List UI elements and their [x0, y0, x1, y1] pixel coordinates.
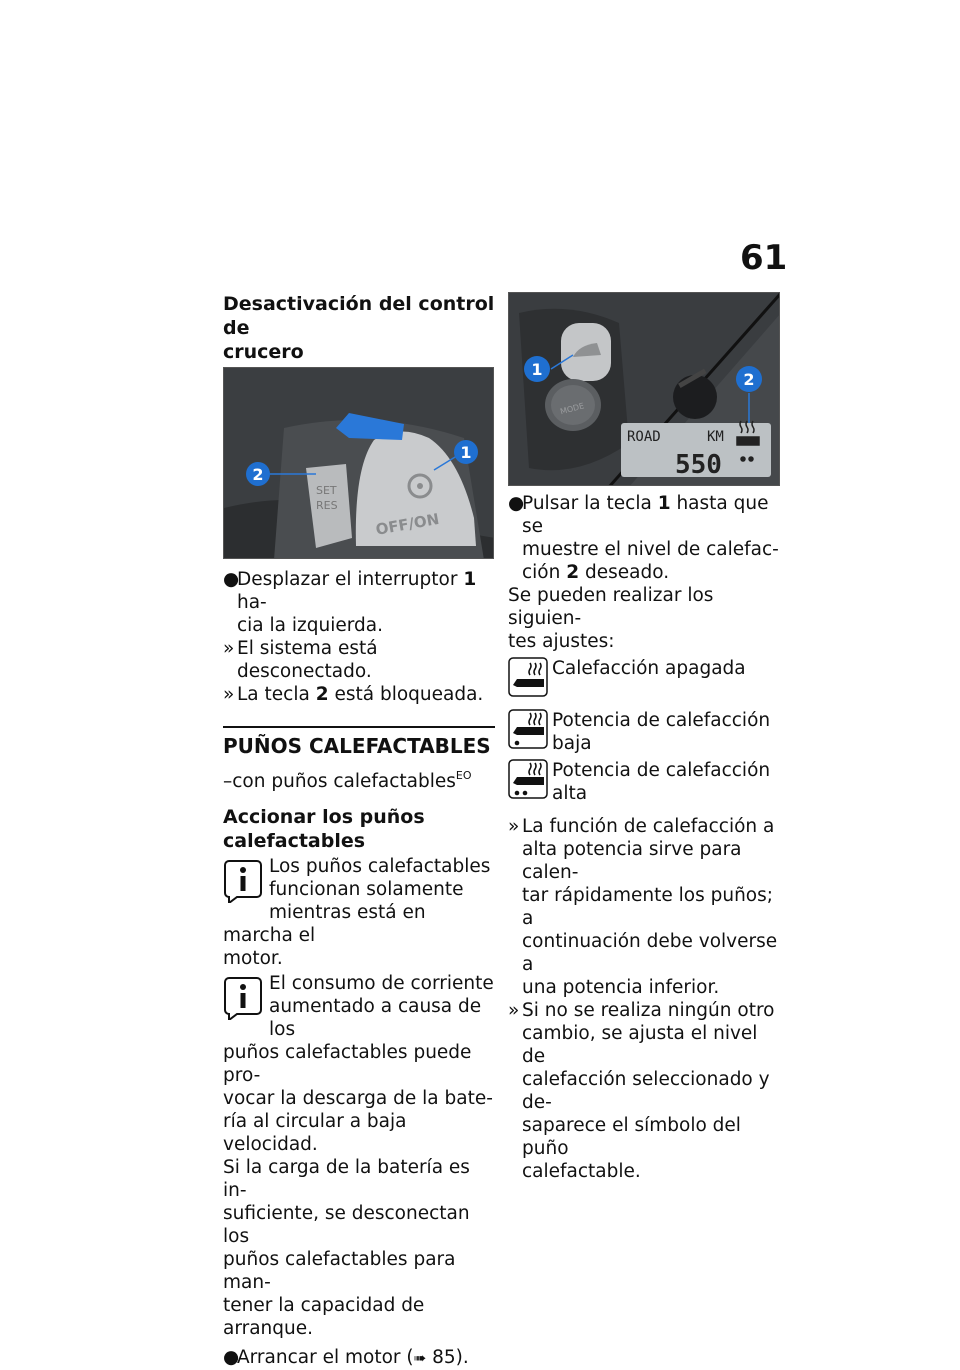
step-ref: 1 — [463, 569, 477, 590]
step-text: Arrancar el motor ( — [237, 1347, 414, 1368]
offon-label: OFF/ON — [374, 509, 441, 539]
result-text: alta potencia sirve para calen- — [522, 839, 742, 883]
cruise-heading-line2: crucero — [223, 341, 304, 363]
setting-label: Potencia de calefacción — [552, 760, 771, 781]
cruise-control-switch-figure — [223, 367, 494, 559]
bullet: ● — [508, 493, 525, 514]
note-text: motor. — [223, 948, 283, 969]
note-text: mientras está en marcha el — [223, 902, 426, 946]
info-note-1 — [223, 855, 495, 970]
setting-off — [508, 657, 780, 697]
display-value: 550 — [675, 450, 722, 480]
cruise-heading — [223, 292, 495, 364]
page-reference-link[interactable]: 85). — [426, 1347, 469, 1368]
section-subtitle-text: –con puños calefactables — [223, 771, 456, 792]
step-text: ción — [522, 562, 567, 583]
settings-intro-line: Se pueden realizar los siguien- — [508, 585, 714, 629]
settings-intro-line: tes ajustes: — [508, 631, 615, 652]
result-disconnected — [223, 637, 495, 683]
operate-heading-line1: Accionar los puños — [223, 806, 425, 828]
result-text: saparece el símbolo del puño — [522, 1115, 741, 1159]
note-text: funcionan solamente — [269, 879, 464, 900]
note-text: vocar la descarga de la bate- — [223, 1088, 493, 1109]
result-mark: » — [508, 1000, 520, 1021]
result-no-change — [508, 999, 780, 1183]
display-km: KM — [707, 429, 724, 445]
info-icon — [223, 857, 263, 903]
result-text: continuación debe volverse a — [522, 931, 778, 975]
result-text: La función de calefacción a — [522, 816, 775, 837]
result-text: tar rápidamente los puños; a — [522, 885, 773, 929]
callout-1: 1 — [460, 443, 472, 462]
note-text: Los puños calefactables — [269, 856, 491, 877]
step-text: cia la izquierda. — [237, 615, 383, 636]
result-text: una potencia inferior. — [522, 977, 720, 998]
left-column — [223, 292, 495, 1370]
note-text: aumentado a causa de los — [269, 996, 482, 1040]
setting-label: Calefacción apagada — [552, 658, 746, 679]
note-text: puños calefactables para man- — [223, 1249, 456, 1293]
res-label: RES — [316, 499, 338, 512]
step-text: ha- — [237, 592, 267, 613]
operate-heading-line2: calefactables — [223, 830, 366, 852]
note-text: Si la carga de la batería es in- — [223, 1157, 470, 1201]
result-mark: » — [223, 638, 235, 659]
note-text: tener la capacidad de arranque. — [223, 1295, 425, 1339]
step-ref: 2 — [566, 562, 580, 583]
mode-label: MODE — [559, 401, 586, 417]
step-slide-switch — [223, 568, 495, 637]
step-text: muestre el nivel de calefac- — [522, 539, 779, 560]
bullet: ● — [223, 1347, 240, 1368]
heated-grip-low-icon — [508, 709, 548, 749]
step-text: deseado. — [579, 562, 670, 583]
section-rule — [223, 726, 495, 728]
setting-label: alta — [552, 783, 588, 804]
callout-2: 2 — [743, 370, 755, 389]
setting-high — [508, 759, 780, 805]
right-column — [508, 292, 780, 1183]
result-ref: 2 — [315, 684, 329, 705]
setting-low — [508, 709, 780, 755]
step-ref: 1 — [657, 493, 671, 514]
info-note-2 — [223, 972, 495, 1340]
result-text: cambio, se ajusta el nivel de — [522, 1023, 758, 1067]
note-text: suficiente, se desconectan los — [223, 1203, 470, 1247]
note-text: El consumo de corriente — [269, 973, 494, 994]
result-high-power — [508, 815, 780, 999]
page-reference-arrow-icon: ➠ — [413, 1349, 427, 1367]
info-icon — [223, 974, 263, 1020]
section-title: PUÑOS CALEFACTABLES — [223, 734, 491, 758]
heated-grip-high-icon — [508, 759, 548, 799]
callout-2: 2 — [252, 465, 264, 484]
settings-intro — [508, 584, 780, 653]
step-start-engine — [223, 1346, 495, 1370]
step-text: Pulsar la tecla — [522, 493, 658, 514]
setting-label: baja — [552, 733, 592, 754]
result-text: está bloqueada. — [328, 684, 484, 705]
bullet: ● — [223, 569, 240, 590]
optional-equipment-mark: EO — [455, 769, 472, 782]
step-text: Desplazar el interruptor — [237, 569, 464, 590]
result-locked — [223, 683, 495, 706]
operate-heading — [223, 805, 495, 853]
step-press-button — [508, 492, 780, 584]
result-text: El sistema está desconectado. — [237, 638, 378, 682]
result-text: calefactable. — [522, 1161, 641, 1182]
cruise-heading-line1: Desactivación del control de — [223, 293, 495, 339]
display-road: ROAD — [627, 429, 661, 445]
callout-1: 1 — [531, 360, 543, 379]
result-text: Si no se realiza ningún otro — [522, 1000, 775, 1021]
heated-grip-off-icon — [508, 657, 548, 697]
set-label: SET — [316, 484, 337, 497]
note-text: ría al circular a baja velocidad. — [223, 1111, 407, 1155]
page-number: 61 — [740, 238, 788, 278]
result-text: calefacción seleccionado y de- — [522, 1069, 770, 1113]
note-text: puños calefactables puede pro- — [223, 1042, 472, 1086]
heated-grips-figure — [508, 292, 780, 486]
setting-label: Potencia de calefacción — [552, 710, 771, 731]
result-text: La tecla — [237, 684, 316, 705]
result-mark: » — [508, 816, 520, 837]
step-text: hasta que se — [522, 493, 769, 537]
result-mark: » — [223, 684, 235, 705]
section-subtitle — [223, 764, 495, 793]
